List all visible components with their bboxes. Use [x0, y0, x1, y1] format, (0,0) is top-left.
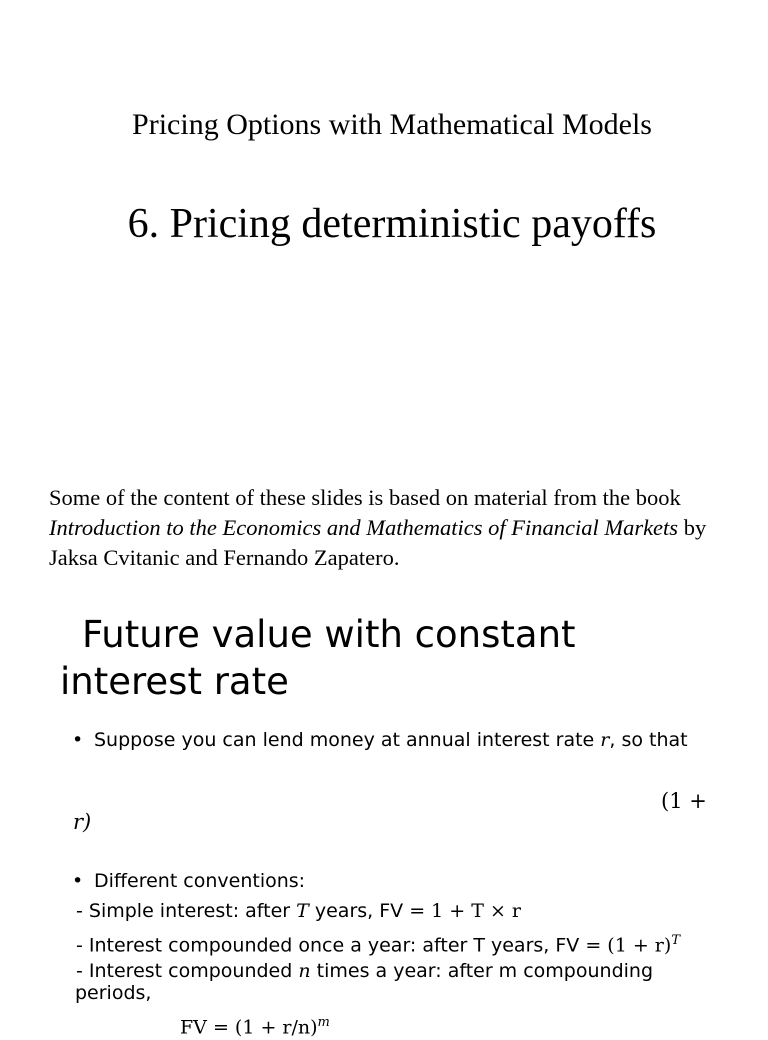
rate-variable: r: [600, 729, 610, 751]
simple-mid: years, FV: [308, 900, 410, 922]
n-formula: FV = (1 + r/n): [180, 1016, 318, 1039]
simple-interest-line: [76, 899, 521, 923]
bullet-dot: •: [72, 729, 84, 751]
annual-prefix: - Interest compounded once a year: after T years, FV: [76, 934, 586, 957]
formula-fragment-left: r): [73, 810, 92, 834]
slide-heading: [60, 611, 760, 705]
time-variable: T: [296, 900, 309, 922]
attribution-suffix: by Jaksa Cvitanic and Fernando Zapatero.: [49, 515, 707, 570]
lecture-title: 6. Pricing deterministic payoffs: [127, 201, 657, 247]
n-variable: n: [298, 960, 311, 982]
annual-compounding-line: [76, 929, 680, 957]
book-title: Introduction to the Economics and Mathematics of Financial Markets: [49, 515, 679, 540]
formula-fragment-right: (1 +: [661, 789, 707, 813]
annual-exponent: T: [671, 933, 680, 948]
annual-formula: = (1 + r): [585, 934, 672, 957]
bullet-conventions: [72, 869, 305, 893]
n-prefix: - Interest compounded: [76, 960, 299, 982]
bullet-text-end: , so that: [609, 729, 688, 751]
n-compounding-line-2: periods,: [75, 982, 152, 1004]
bullet-lend-money: [72, 728, 688, 752]
simple-prefix: - Simple interest: after: [76, 900, 297, 922]
attribution-note: [49, 483, 749, 573]
n-compounding-formula: [180, 1010, 330, 1040]
bullet-text: Different conventions:: [94, 870, 306, 892]
bullet-text: Suppose you can lend money at annual interest rate: [94, 729, 601, 751]
course-title: Pricing Options with Mathematical Models: [132, 108, 652, 141]
n-exponent: m: [317, 1015, 330, 1030]
slide-heading-line-1: Future value with constant: [82, 613, 576, 656]
simple-formula: = 1 + T × r: [409, 900, 522, 922]
slide-heading-line-2: interest rate: [60, 660, 289, 703]
attribution-prefix: Some of the content of these slides is based on material from the book: [49, 485, 681, 510]
n-suffix: times a year: after m compounding: [310, 960, 654, 982]
bullet-dot: •: [72, 870, 84, 892]
n-compounding-line: [76, 959, 653, 983]
